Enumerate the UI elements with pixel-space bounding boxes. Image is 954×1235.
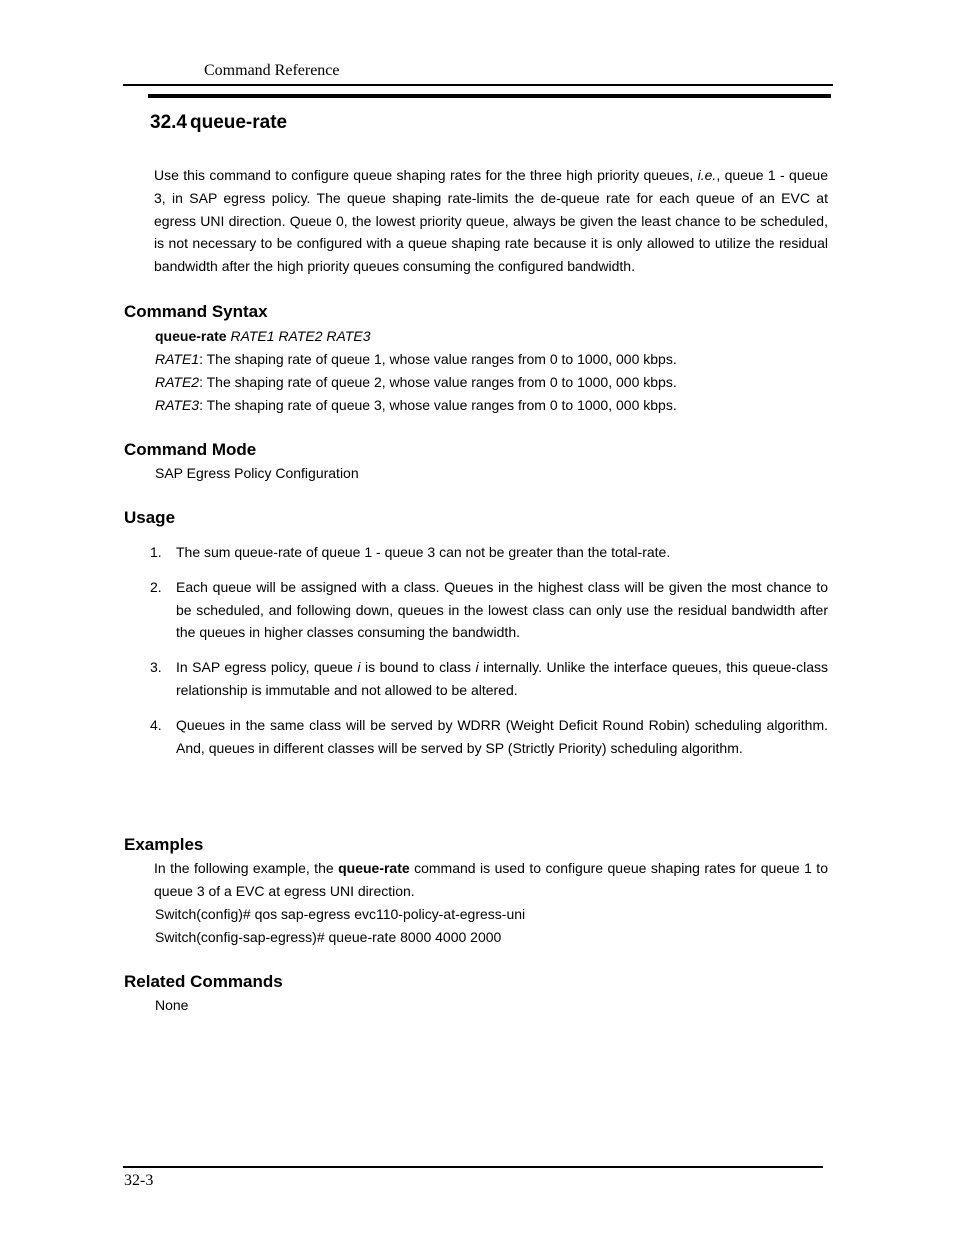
- param-name: RATE3: [155, 397, 200, 413]
- cli-line-2: Switch(config-sap-egress)# queue-rate 8000 4000 2000: [155, 929, 502, 945]
- usage-text: Queues in the same class will be served by WDRR (Weight Deficit Round Robin) scheduling algorithm. And, queues in different classes will be served by SP (Strictly Priority) scheduling algorithm.: [176, 716, 828, 756]
- usage-item-4: [150, 714, 828, 760]
- intro-ie: i.e.: [697, 167, 717, 183]
- section-name: queue-rate: [189, 112, 288, 133]
- examples-paragraph: [154, 857, 828, 903]
- heading-usage: Usage: [124, 508, 176, 527]
- footer-rule: [123, 1166, 823, 1168]
- param-desc: : The shaping rate of queue 2, whose value ranges from 0 to 1000, 000 kbps.: [199, 374, 677, 390]
- running-header: Command Reference: [204, 62, 340, 79]
- usage-number: 3.: [150, 659, 162, 676]
- param-name: RATE1: [155, 351, 200, 367]
- command-mode-text: SAP Egress Policy Configuration: [155, 465, 359, 481]
- heading-command-mode: Command Mode: [124, 440, 257, 459]
- examples-text: In the following example, the: [154, 860, 339, 876]
- syntax-line: [155, 326, 371, 346]
- usage-number: 2.: [150, 578, 162, 595]
- section-number: 32.4: [150, 112, 187, 133]
- usage-italic: i: [475, 659, 479, 676]
- usage-list: [150, 541, 828, 759]
- syntax-command: queue-rate: [155, 328, 227, 344]
- examples-text-cont: command is used to configure queue shaping rates for queue 1 to queue 3 of a EVC at egress UNI direction.: [154, 860, 828, 899]
- heading-related-commands: Related Commands: [124, 972, 283, 991]
- usage-item-1: [150, 541, 828, 564]
- param-rate1: [155, 349, 677, 369]
- usage-item-2: [150, 576, 828, 644]
- header-rule: [123, 84, 833, 86]
- section-title: [150, 112, 287, 134]
- header-rule-thick: [148, 94, 831, 98]
- intro-text-cont: , queue 1 - queue 3, in SAP egress policy. The queue shaping rate-limits the de-queue rate for each queue of an EVC at egress UNI direction. Queue 0, the lowest priority queue, always be given the least chance to be scheduled, is not necessary to be configured with a queue shaping rate because it is only allowed to utilize the residual bandwidth after the high priority queues consuming the configured bandwidth.: [154, 167, 828, 275]
- intro-paragraph: [154, 164, 828, 278]
- cli-line-1: Switch(config)# qos sap-egress evc110-policy-at-egress-uni: [155, 906, 526, 922]
- usage-item-3: [150, 656, 828, 702]
- param-name: RATE2: [155, 374, 200, 390]
- usage-italic: i: [357, 659, 361, 676]
- usage-text: Each queue will be assigned with a class. Queues in the highest class will be given the most chance to be scheduled, and following down, queues in the lowest class can only use the residual bandwidth after the queues in higher classes consuming the bandwidth.: [176, 578, 828, 641]
- param-desc: : The shaping rate of queue 3, whose value ranges from 0 to 1000, 000 kbps.: [199, 397, 677, 413]
- related-commands-text: None: [155, 997, 189, 1013]
- param-rate3: [155, 395, 677, 415]
- intro-text: Use this command to configure queue shaping rates for the three high priority queues,: [154, 167, 698, 183]
- usage-text: internally. Unlike the interface queues, this queue-class relationship is immutable and not allowed to be altered.: [176, 659, 828, 698]
- heading-command-syntax: Command Syntax: [124, 302, 268, 321]
- examples-command: queue-rate: [338, 860, 410, 876]
- heading-examples: Examples: [124, 835, 204, 854]
- param-rate2: [155, 372, 677, 392]
- usage-number: 4.: [150, 716, 162, 733]
- usage-text: is bound to class: [360, 659, 476, 676]
- page-number: 32-3: [124, 1172, 154, 1189]
- param-desc: : The shaping rate of queue 1, whose value ranges from 0 to 1000, 000 kbps.: [199, 351, 677, 367]
- usage-text: The sum queue-rate of queue 1 - queue 3 can not be greater than the total-rate.: [176, 544, 671, 560]
- usage-number: 1.: [150, 544, 162, 560]
- syntax-args: RATE1 RATE2 RATE3: [230, 328, 371, 344]
- usage-text: In SAP egress policy, queue: [176, 659, 358, 676]
